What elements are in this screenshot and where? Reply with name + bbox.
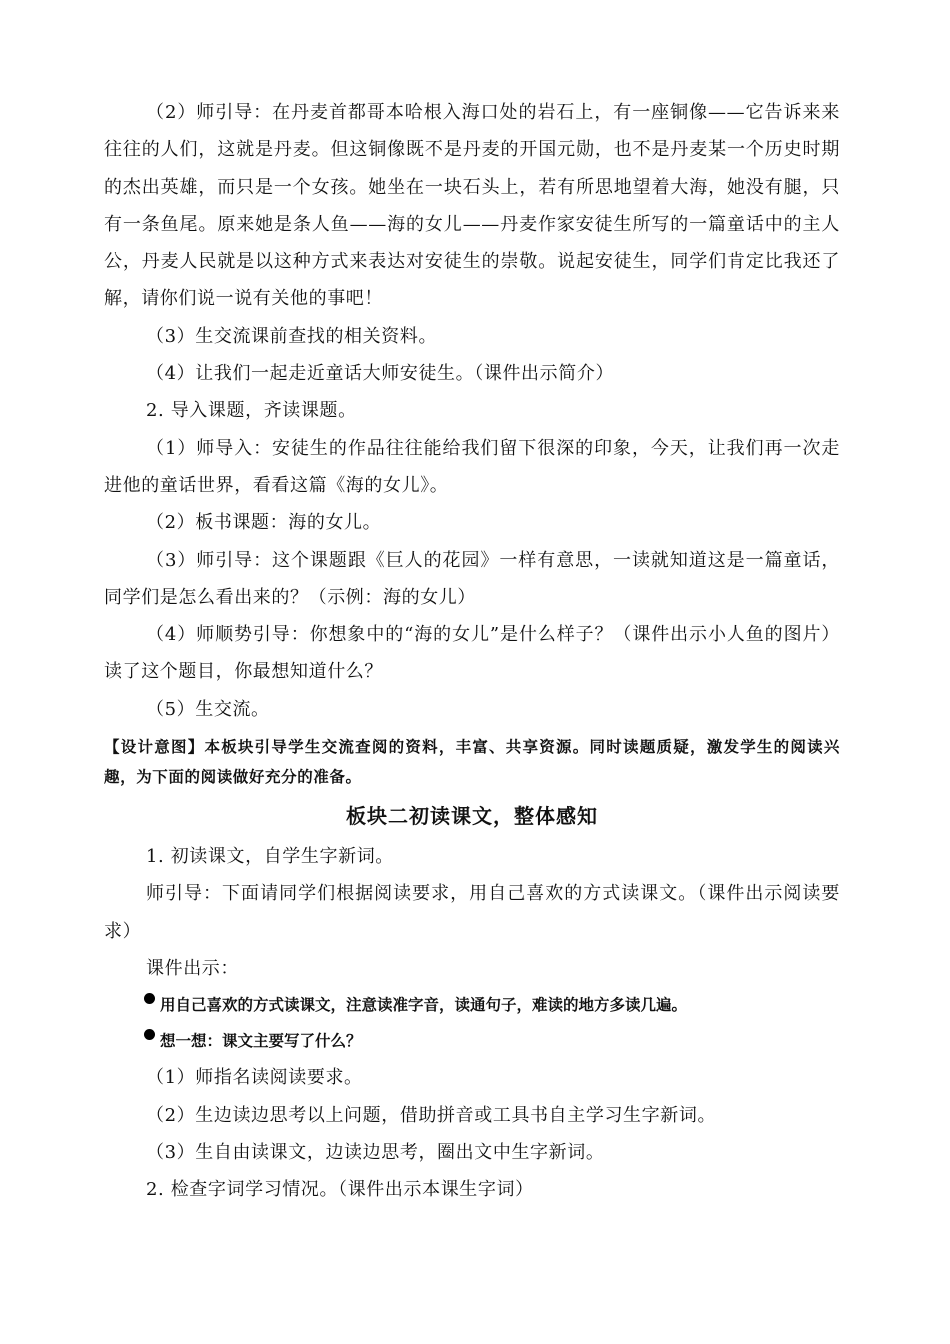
bullet-item-reading-requirement xyxy=(104,987,840,1023)
paragraph-teacher-follow-up: （4）师顺势引导：你想象中的“海的女儿”是什么样子？（课件出示小人鱼的图片）读了这个题目，你最想知道什么？ xyxy=(104,624,840,683)
paragraph-step-1-title: 1. 初读课文，自学生字新词。 xyxy=(146,846,394,868)
design-intent-note: 【设计意图】本板块引导学生交流查阅的资料，丰富、共享资源。同时读题质疑，激发学生的阅读兴趣，为下面的阅读做好充分的准备。 xyxy=(104,738,840,787)
paragraph-step-2-check: 2. 检查字词学习情况。（课件出示本课生字词） xyxy=(146,1179,534,1201)
paragraph-read-requirements: （1）师指名读阅读要求。 xyxy=(146,1067,363,1089)
bullet-dot-icon xyxy=(144,1029,155,1040)
paragraph-courseware-show: 课件出示： xyxy=(146,957,239,979)
section-heading: 板块二初读课文，整体感知 xyxy=(346,804,598,829)
paragraph-student-share: （3）生交流课前查找的相关资料。 xyxy=(146,325,438,347)
paragraph-free-reading: （3）生自由读课文，边读边思考，圈出文中生字新词。 xyxy=(146,1141,605,1163)
paragraph-self-study: （2）生边读边思考以上问题，借助拼音或工具书自主学习生字新词。 xyxy=(146,1104,717,1126)
paragraph-teacher-intro: （1）师导入：安徒生的作品往往能给我们留下很深的印象，今天，让我们再一次走进他的童话世界，看看这篇《海的女儿》。 xyxy=(104,437,840,496)
bullet-item-label: 用自己喜欢的方式读课文，注意读准字音，读通句子，难读的地方多读几遍。 xyxy=(160,996,688,1015)
bullet-item-think xyxy=(104,1023,840,1059)
paragraph-teacher-reading-guide: 师引导：下面请同学们根据阅读要求，用自己喜欢的方式读课文。（课件出示阅读要求） xyxy=(104,883,840,942)
bullet-item-label: 想一想：课文主要写了什么？ xyxy=(160,1032,362,1051)
paragraph-approach-andersen: （4）让我们一起走近童话大师安徒生。（课件出示简介） xyxy=(146,363,615,385)
paragraph-teacher-guide-title: （3）师引导：这个课题跟《巨人的花园》一样有意思，一读就知道这是一篇童话，同学们是怎么看出来的？（示例：海的女儿） xyxy=(104,549,840,608)
paragraph-student-exchange: （5）生交流。 xyxy=(146,698,270,720)
paragraph-teacher-guide-andersen: （2）师引导：在丹麦首都哥本哈根入海口处的岩石上，有一座铜像——它告诉来来往往的人们，这就是丹麦。但这铜像既不是丹麦的开国元勋，也不是丹麦某一个历史时期的杰出英雄，而只是一个女孩。她坐在一块石头上，若有所思地望着大海，她没有腿，只有一条鱼尾。原来她是条人鱼——海的女儿——丹麦作家安徒生所写的一篇童话中的主人公，丹麦人民就是以这种方式来表达对安徒生的崇敬。说起安徒生，同学们肯定比我还了解，请你们说一说有关他的事吧！ xyxy=(104,102,840,310)
paragraph-step-2-title: 2. 导入课题，齐读课题。 xyxy=(146,400,357,422)
document-body xyxy=(104,94,840,1208)
paragraph-board-title: （2）板书课题：海的女儿。 xyxy=(146,512,382,534)
bullet-dot-icon xyxy=(144,993,155,1004)
